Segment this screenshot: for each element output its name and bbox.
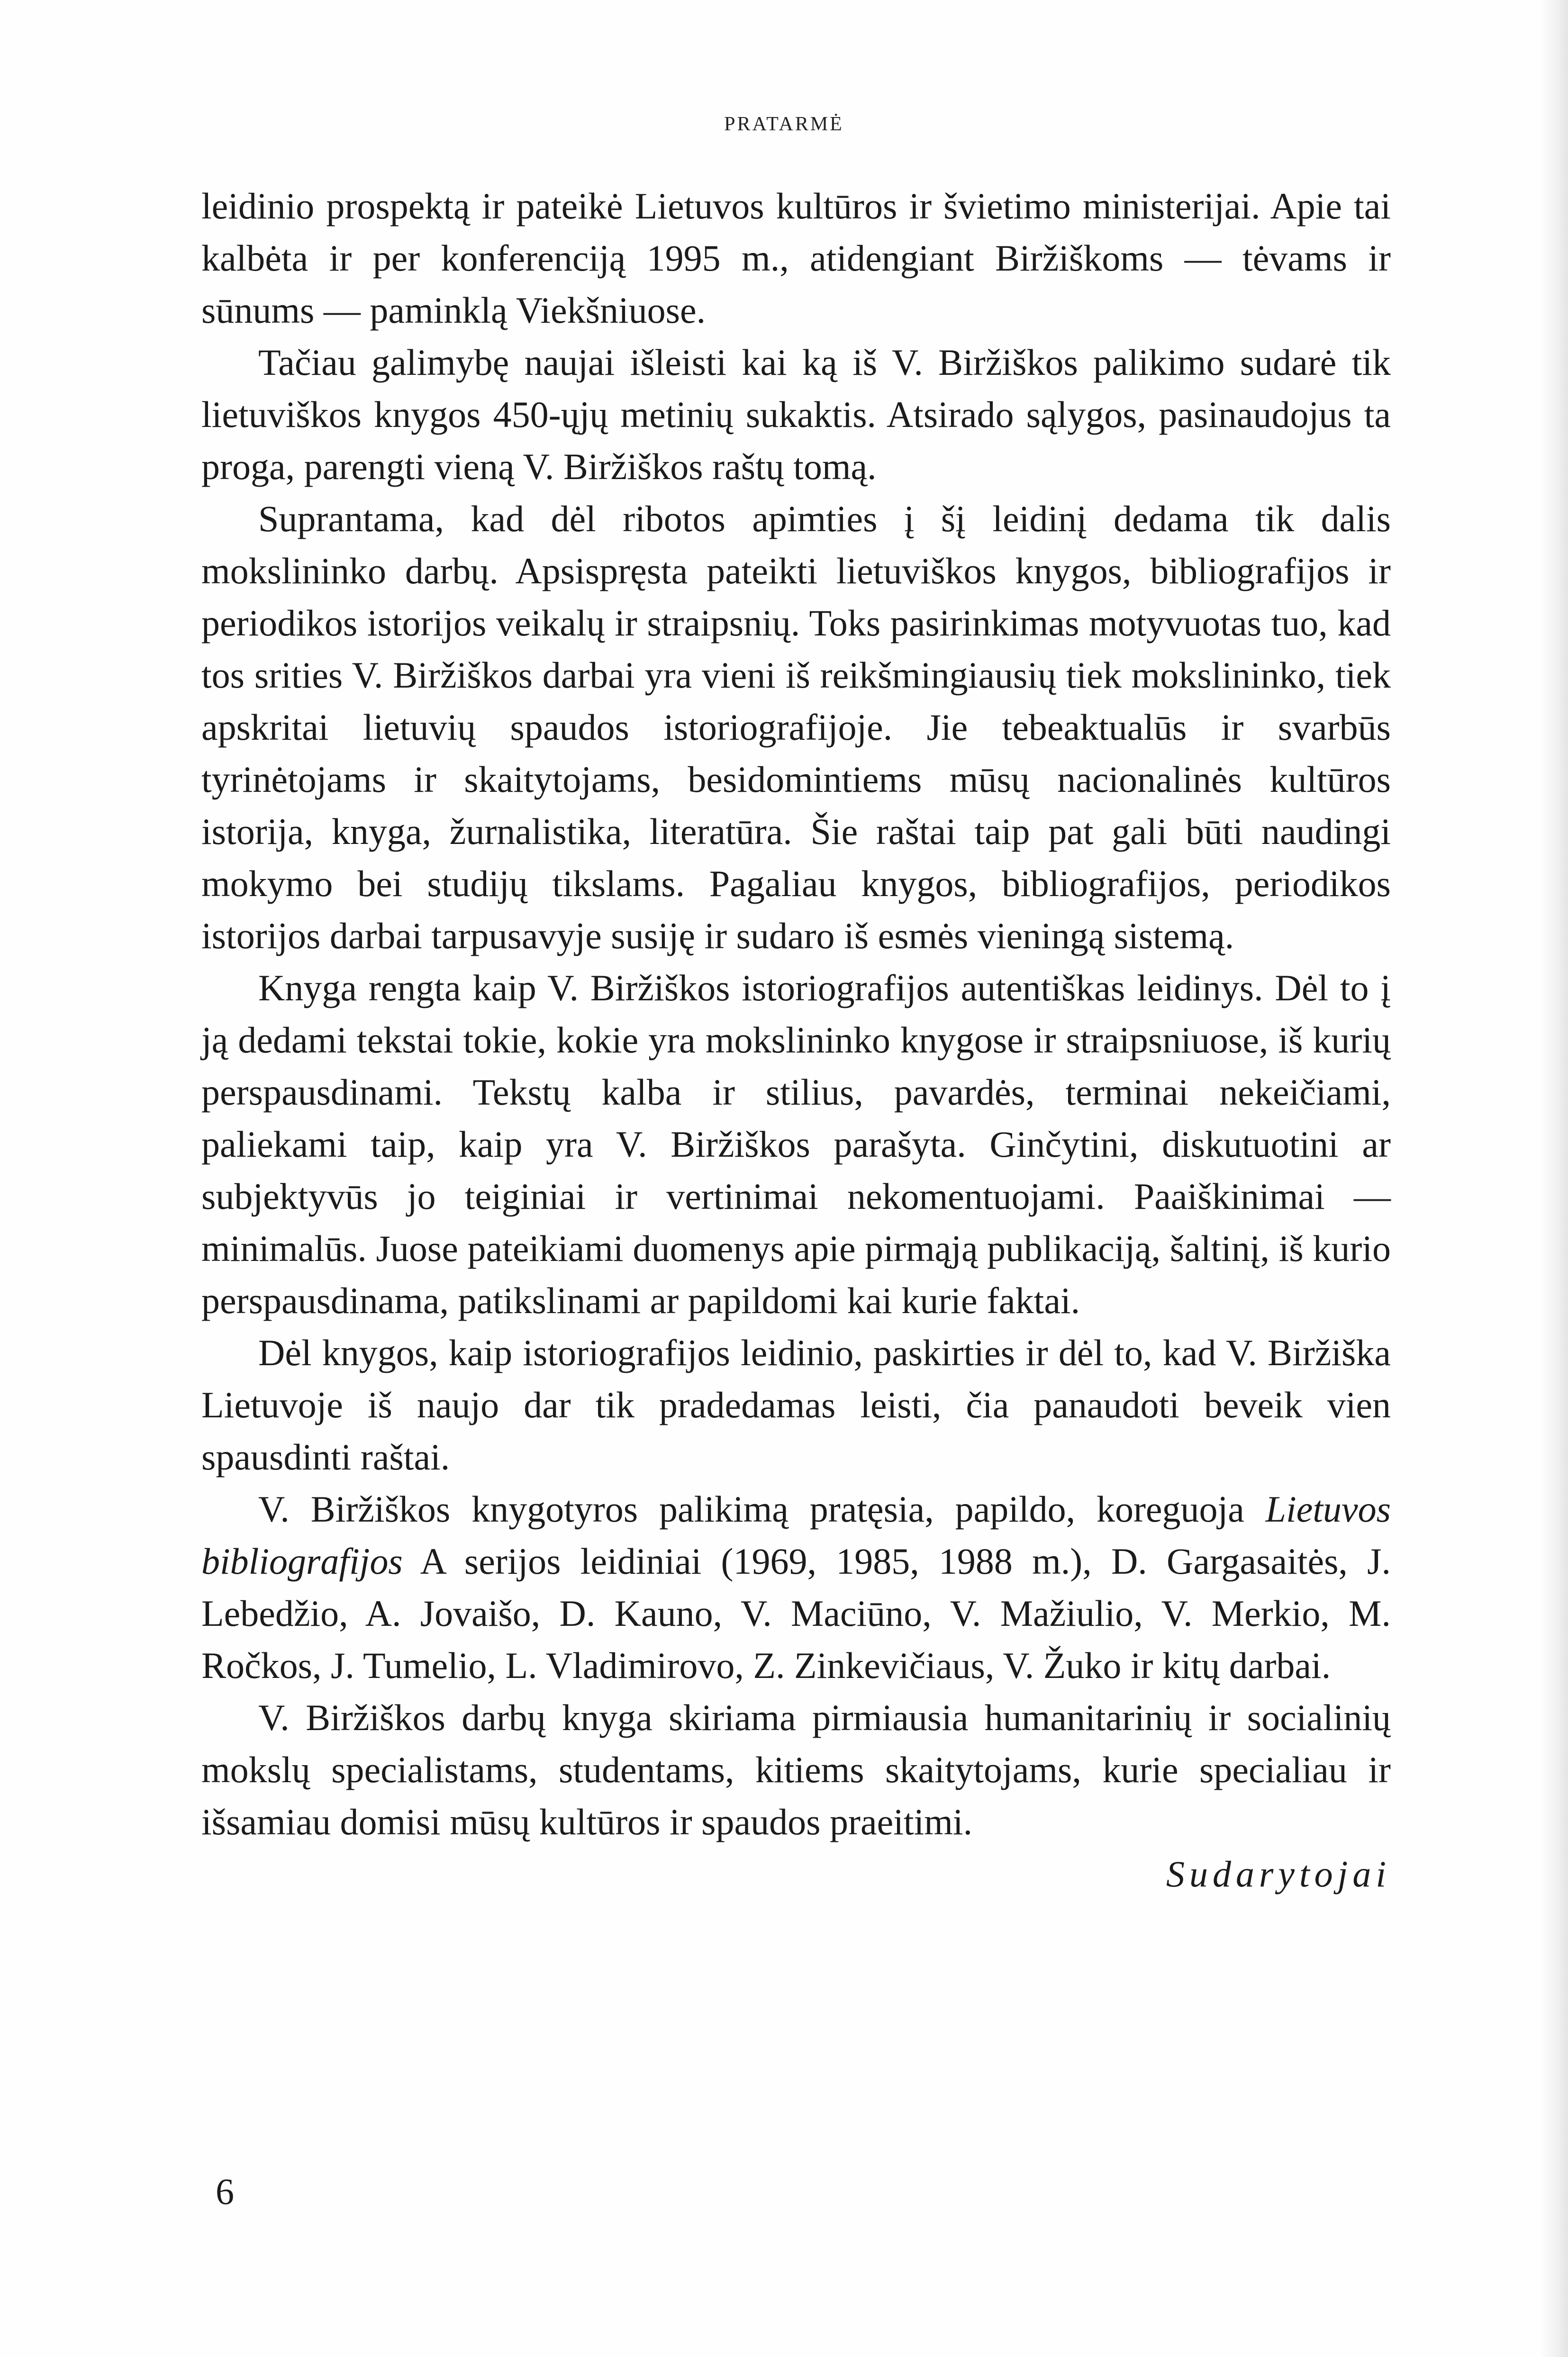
paragraph-6 <box>201 1483 1391 1692</box>
paragraph-6-end: A serijos leidiniai (1969, 1985, 1988 m.), D. Gargasaitės, J. Lebedžio, A. Jovaišo, D. Kauno, V. Maciūno, V. Mažiulio, V. Merkio, M. Ročkos, J. Tumelio, L. Vladimirovo, Z. Zinkevičiaus, V. Žuko ir kitų darbai. <box>201 1541 1391 1686</box>
paragraph-2: Tačiau galimybę naujai išleisti kai ką iš V. Biržiškos palikimo sudarė tik lietuviškos knygos 450-ųjų metinių sukaktis. Atsirado sąlygos, pasinaudojus ta proga, parengti vieną V. Biržiškos raštų tomą. <box>201 342 1391 487</box>
paragraph-7: V. Biržiškos darbų knyga skiriama pirmiausia humanitarinių ir socialinių mokslų specialistams, studentams, kitiems skaitytojams, kurie specialiau ir išsamiau domisi mūsų kultūros ir spaudos praeitimi. <box>201 1697 1391 1842</box>
paragraph-3: Suprantama, kad dėl ribotos apimties į šį leidinį dedama tik dalis mokslininko darbų. Apsispręsta pateikti lietuviškos knygos, bibliografijos ir periodikos istorijos veikalų ir straipsnių. Toks pasirinkimas motyvuotas tuo, kad tos srities V. Biržiškos darbai yra vieni iš reikšmingiausių tiek mokslininko, tiek apskritai lietuvių spaudos istoriografijoje. Jie tebeaktualūs ir svarbūs tyrinėtojams ir skaitytojams, besidomintiems mūsų nacionalinės kultūros istorija, knyga, žurnalistika, literatūra. Šie raštai taip pat gali būti naudingi mokymo bei studijų tikslams. Pagaliau knygos, bibliografijos, periodikos istorijos darbai tarpusavyje susiję ir sudaro iš esmės vieningą sistemą. <box>201 498 1391 956</box>
paragraph-4: Knyga rengta kaip V. Biržiškos istoriografijos autentiškas leidinys. Dėl to į ją dedami tekstai tokie, kokie yra mokslininko knygose ir straipsniuose, iš kurių perspausdinami. Tekstų kalba ir stilius, pavardės, terminai nekeičiami, paliekami taip, kaip yra V. Biržiškos parašyta. Ginčytini, diskutuotini ar subjektyvūs jo teiginiai ir vertinimai nekomentuojami. Paaiškinimai — minimalūs. Juose pateikiami duomenys apie pirmąją publikaciją, šaltinį, iš kurio perspausdinama, patikslinami ar papildomi kai kurie faktai. <box>201 967 1391 1321</box>
signature: Sudarytojai <box>1166 1853 1391 1895</box>
book-title-italic: Lietuvos bibliografijos <box>201 1488 1391 1582</box>
page-number: 6 <box>216 2171 234 2212</box>
paragraph-1: leidinio prospektą ir pateikė Lietuvos kultūros ir švietimo ministerijai. Apie tai kalbėta ir per konferenciją 1995 m., atidengiant Biržiškoms — tėvams ir sūnums — paminklą Viekšniuose. <box>201 185 1391 331</box>
body-text <box>201 180 1391 1900</box>
paragraph-5: Dėl knygos, kaip istoriografijos leidinio, paskirties ir dėl to, kad V. Biržiška Lietuvoje iš naujo dar tik pradedamas leisti, čia panaudoti beveik vien spausdinti raštai. <box>201 1332 1391 1478</box>
page-edge-shadow <box>1540 0 1568 2357</box>
paragraph-6-start: V. Biržiškos knygotyros palikimą pratęsia, papildo, koreguoja <box>258 1488 1266 1530</box>
running-head: PRATARMĖ <box>724 113 844 135</box>
